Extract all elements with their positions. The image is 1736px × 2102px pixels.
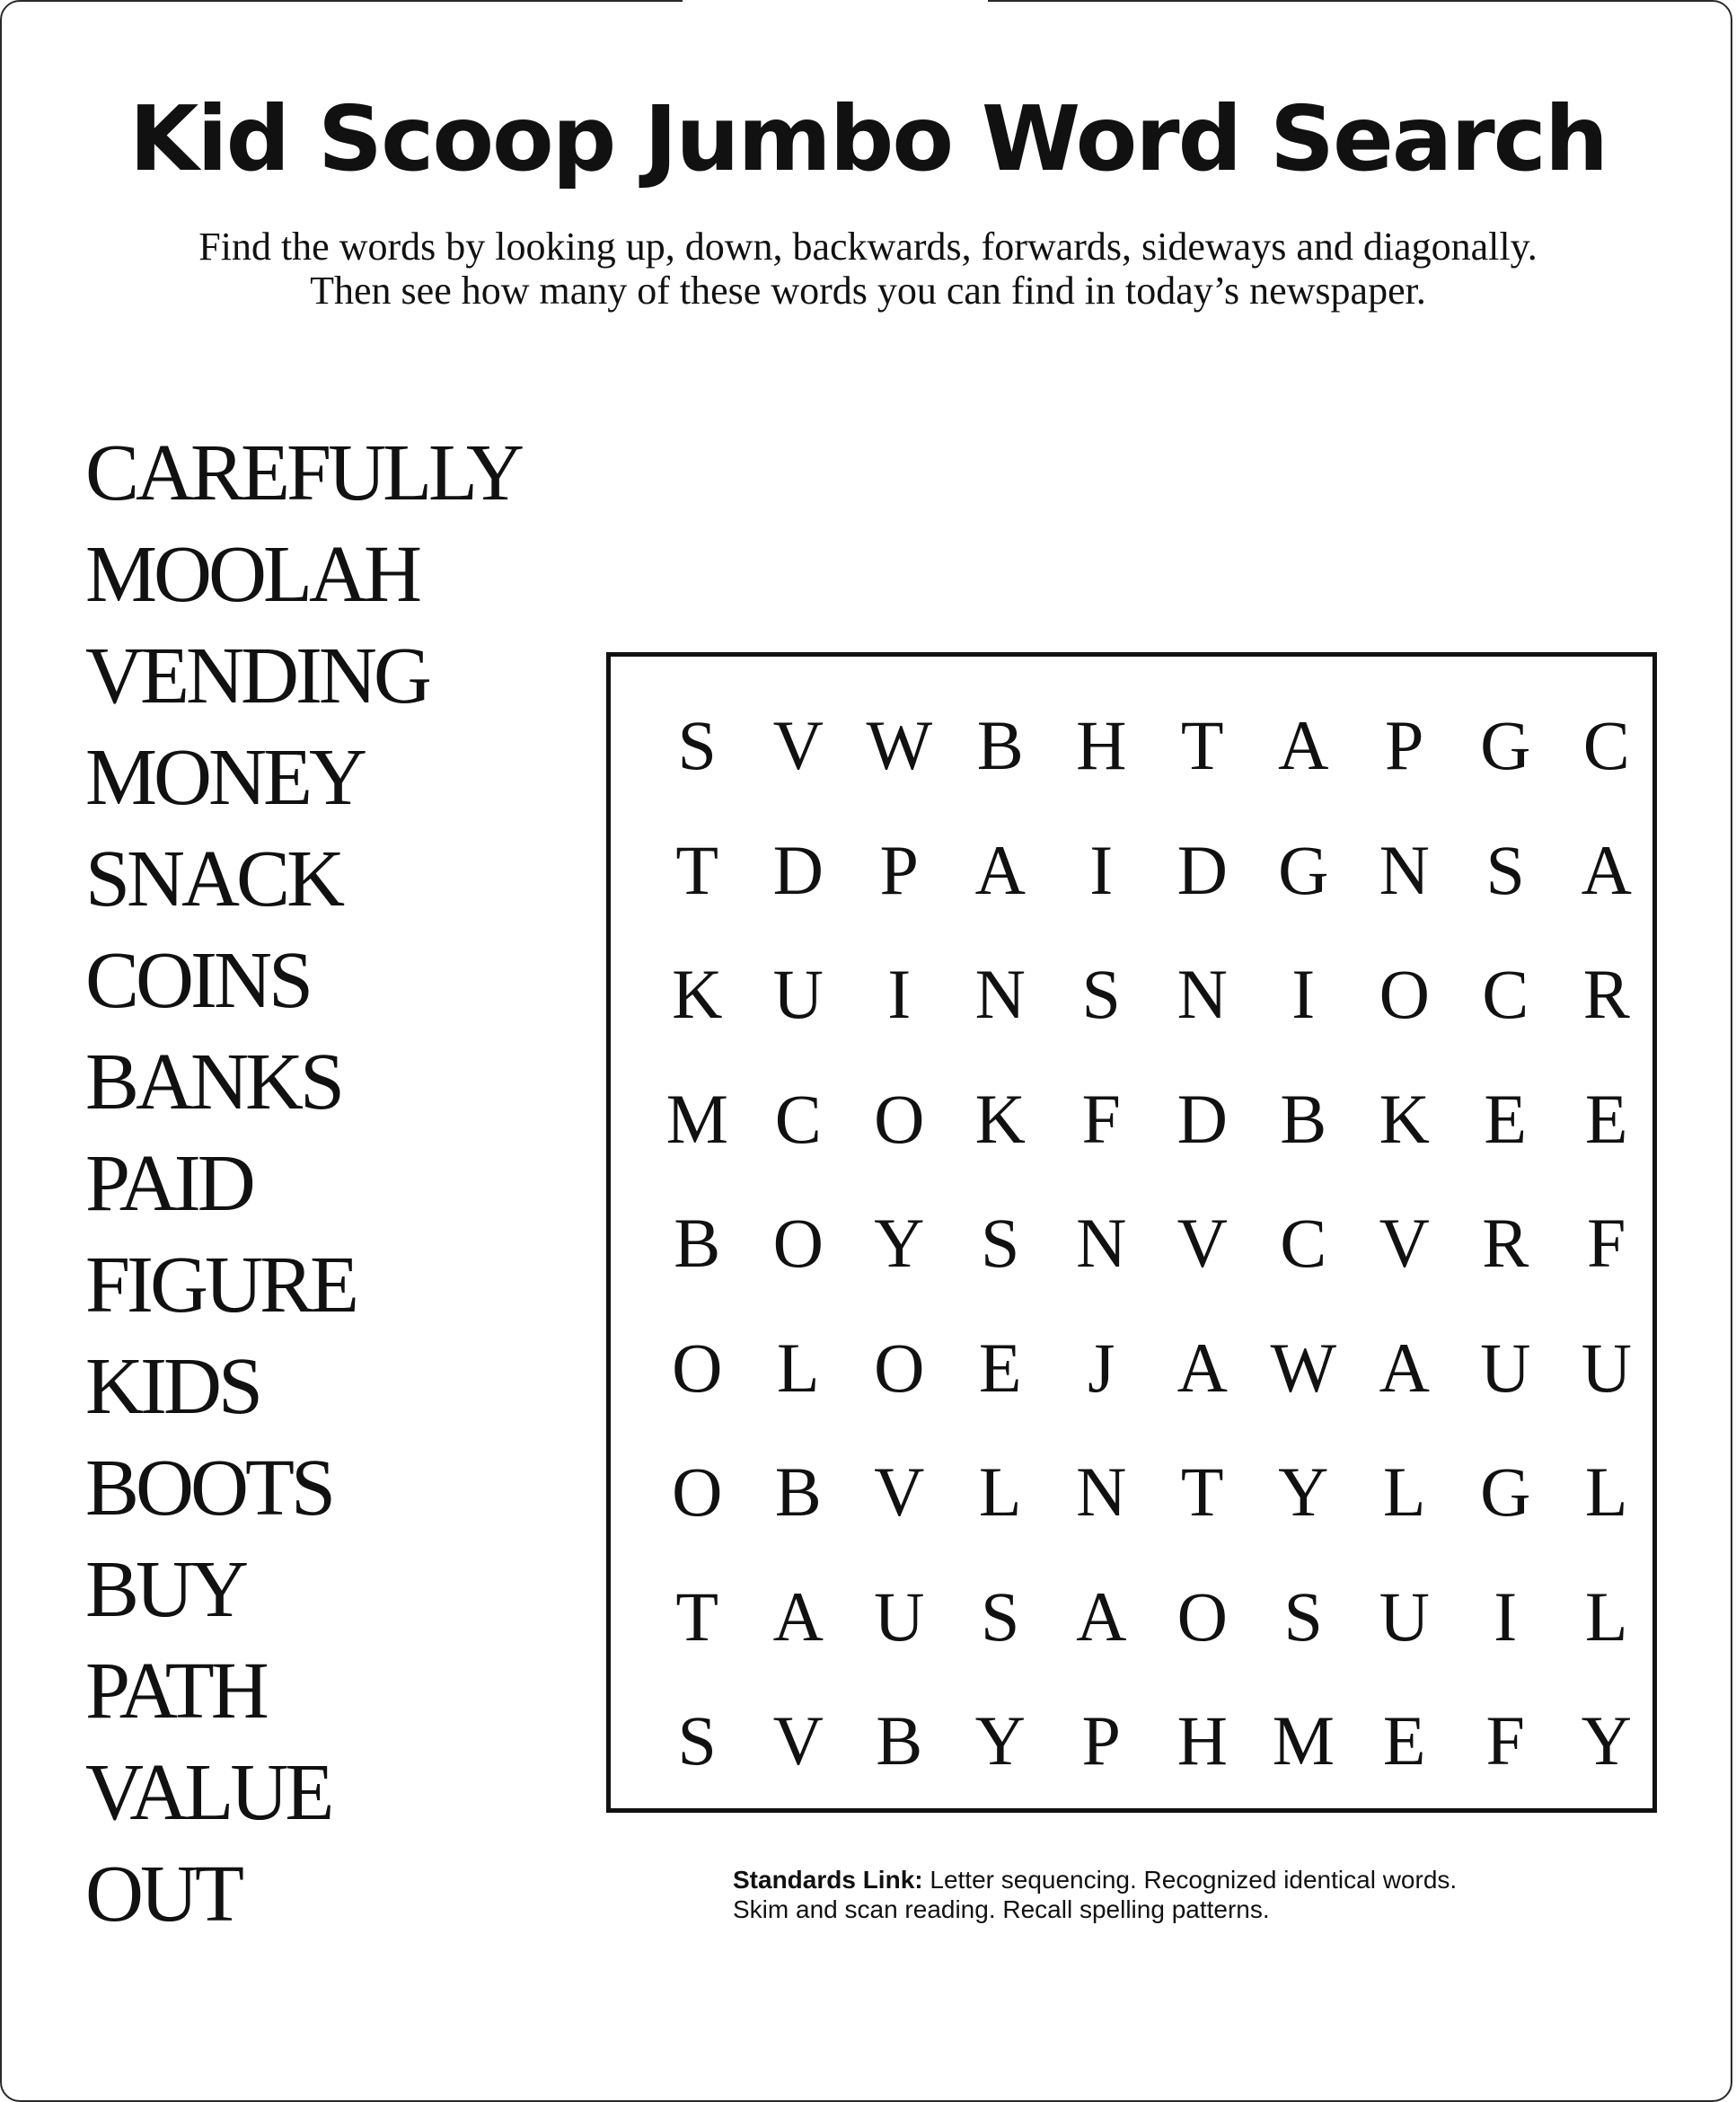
grid-cell[interactable]: Y <box>874 1204 925 1282</box>
grid-cell[interactable]: U <box>874 1576 925 1656</box>
grid-cell[interactable]: P <box>1081 1701 1121 1780</box>
grid-cell[interactable]: U <box>772 955 824 1033</box>
grid-cell[interactable]: O <box>1176 1576 1228 1656</box>
standards-line-2: Skim and scan reading. Recall spelling patterns. <box>733 1895 1270 1923</box>
grid-cell[interactable]: I <box>1291 955 1316 1033</box>
grid-cell[interactable]: C <box>1582 706 1630 784</box>
grid-cell[interactable]: S <box>677 706 717 784</box>
grid-cell[interactable]: V <box>1379 1204 1430 1282</box>
grid-cell[interactable]: M <box>665 1079 728 1158</box>
standards-link <box>733 1865 1457 1924</box>
grid-cell[interactable]: L <box>1382 1453 1426 1531</box>
word-item: BOOTS <box>85 1444 333 1532</box>
standards-label: Standards Link: <box>733 1866 923 1894</box>
grid-cell[interactable]: N <box>974 955 1026 1033</box>
grid-cell[interactable]: F <box>1081 1079 1121 1158</box>
grid-cell[interactable]: B <box>774 1453 822 1531</box>
grid-cell[interactable]: U <box>1480 1328 1531 1407</box>
grid-cell[interactable]: F <box>1485 1701 1525 1780</box>
word-item: SNACK <box>85 835 342 923</box>
grid-cell[interactable]: T <box>1180 1453 1224 1531</box>
grid-cell[interactable]: O <box>672 1453 723 1531</box>
grid-cell[interactable]: D <box>1176 1079 1228 1158</box>
grid-cell[interactable]: O <box>874 1079 925 1158</box>
grid-cell[interactable]: R <box>1582 955 1630 1033</box>
grid-cell[interactable]: L <box>1584 1576 1628 1656</box>
grid-cell[interactable]: E <box>1584 1079 1628 1158</box>
grid-cell[interactable]: Y <box>1581 1701 1632 1780</box>
grid-cell[interactable]: D <box>772 830 824 909</box>
grid-cell[interactable]: A <box>1278 706 1329 784</box>
grid-cell[interactable]: S <box>1081 955 1121 1033</box>
standards-text-1: Letter sequencing. Recognized identical words. <box>922 1866 1458 1894</box>
grid-cell[interactable]: P <box>1385 706 1424 784</box>
instructions-line-1: Find the words by looking up, down, backwards, forwards, sideways and diagonally. <box>198 225 1538 269</box>
border-gap <box>683 0 988 4</box>
word-item: COINS <box>85 936 311 1025</box>
grid-cell[interactable]: C <box>1482 955 1529 1033</box>
grid-cell[interactable]: V <box>1176 1204 1228 1282</box>
grid-cell[interactable]: B <box>1280 1079 1327 1158</box>
grid-cell[interactable]: B <box>876 1701 923 1780</box>
grid-cell[interactable]: R <box>1482 1204 1529 1282</box>
grid-cell[interactable]: V <box>772 706 824 784</box>
grid-cell[interactable]: T <box>1180 706 1224 784</box>
grid-cell[interactable]: S <box>1485 830 1525 909</box>
grid-cell[interactable]: P <box>879 830 919 909</box>
grid-cell[interactable]: T <box>675 1576 719 1656</box>
grid-cell[interactable]: V <box>874 1453 925 1531</box>
instructions <box>0 225 1736 313</box>
puzzle-grid-frame <box>606 652 1657 1813</box>
grid-cell[interactable]: S <box>677 1701 717 1780</box>
grid-cell[interactable]: O <box>772 1204 824 1282</box>
grid-cell[interactable]: C <box>1280 1204 1327 1282</box>
grid-cell[interactable]: N <box>1379 830 1430 909</box>
grid-cell[interactable]: E <box>1382 1701 1426 1780</box>
word-item: VALUE <box>85 1748 331 1837</box>
grid-cell[interactable]: O <box>1379 955 1430 1033</box>
grid-cell[interactable]: L <box>978 1453 1022 1531</box>
word-item: KIDS <box>85 1342 260 1431</box>
grid-cell[interactable]: G <box>1480 706 1531 784</box>
grid-cell[interactable]: G <box>1480 1453 1531 1531</box>
word-item: MOOLAH <box>85 530 419 619</box>
word-item: BUY <box>85 1545 246 1634</box>
grid-cell[interactable]: D <box>1176 830 1228 909</box>
grid-cell[interactable]: A <box>1581 830 1632 909</box>
grid-cell[interactable]: W <box>1270 1328 1337 1407</box>
grid-cell[interactable]: I <box>1089 830 1114 909</box>
word-item: VENDING <box>85 631 428 720</box>
grid-cell[interactable]: Y <box>974 1701 1026 1780</box>
grid-cell[interactable]: N <box>1076 1453 1127 1531</box>
grid-cell[interactable]: S <box>981 1576 1020 1656</box>
letter-grid <box>647 684 1657 1804</box>
grid-cell[interactable]: O <box>672 1328 723 1407</box>
page-title: Kid Scoop Jumbo Word Search <box>128 86 1608 191</box>
word-item: CAREFULLY <box>85 428 522 517</box>
word-item: MONEY <box>85 733 364 822</box>
grid-cell[interactable]: A <box>1379 1328 1430 1407</box>
grid-cell[interactable]: T <box>675 830 719 909</box>
word-item: FIGURE <box>85 1241 357 1329</box>
grid-cell[interactable]: A <box>974 830 1026 909</box>
grid-cell[interactable]: H <box>1176 1701 1228 1780</box>
instructions-line-2: Then see how many of these words you can find in today’s newspaper. <box>310 269 1426 313</box>
grid-cell[interactable]: B <box>674 1204 721 1282</box>
grid-cell[interactable]: G <box>1278 830 1329 909</box>
grid-cell[interactable]: C <box>774 1079 822 1158</box>
grid-cell[interactable]: E <box>1484 1079 1528 1158</box>
grid-cell[interactable]: N <box>1076 1204 1127 1282</box>
grid-cell[interactable]: L <box>1584 1453 1628 1531</box>
grid-cell[interactable]: H <box>1076 706 1127 784</box>
word-item: OUT <box>85 1850 241 1939</box>
grid-cell[interactable]: L <box>776 1328 820 1407</box>
grid-cell[interactable]: B <box>976 706 1024 784</box>
grid-cell[interactable]: W <box>866 706 933 784</box>
grid-cell[interactable]: J <box>1088 1328 1115 1407</box>
grid-cell[interactable]: N <box>1176 955 1228 1033</box>
grid-cell[interactable]: A <box>1176 1328 1228 1407</box>
grid-cell[interactable]: V <box>772 1701 824 1780</box>
grid-cell[interactable]: Y <box>1278 1453 1329 1531</box>
word-list <box>85 422 521 1945</box>
grid-cell[interactable]: I <box>1494 1576 1518 1656</box>
grid-cell[interactable]: I <box>887 955 912 1033</box>
grid-cell[interactable]: A <box>772 1576 824 1656</box>
grid-cell[interactable]: A <box>1076 1576 1127 1656</box>
grid-cell[interactable]: U <box>1581 1328 1632 1407</box>
grid-cell[interactable]: F <box>1587 1204 1626 1282</box>
grid-cell[interactable]: S <box>1283 1576 1323 1656</box>
word-item: PAID <box>85 1139 252 1228</box>
word-item: PATH <box>85 1647 266 1735</box>
grid-cell[interactable]: O <box>874 1328 925 1407</box>
grid-cell[interactable]: K <box>1379 1079 1430 1158</box>
word-item: BANKS <box>85 1038 342 1126</box>
grid-cell[interactable]: K <box>672 955 723 1033</box>
standards-line-1 <box>733 1865 1457 1894</box>
grid-cell[interactable]: M <box>1272 1701 1335 1780</box>
grid-cell[interactable]: U <box>1379 1576 1430 1656</box>
grid-cell[interactable]: E <box>978 1328 1022 1407</box>
grid-cell[interactable]: K <box>974 1079 1026 1158</box>
grid-cell[interactable]: S <box>981 1204 1020 1282</box>
